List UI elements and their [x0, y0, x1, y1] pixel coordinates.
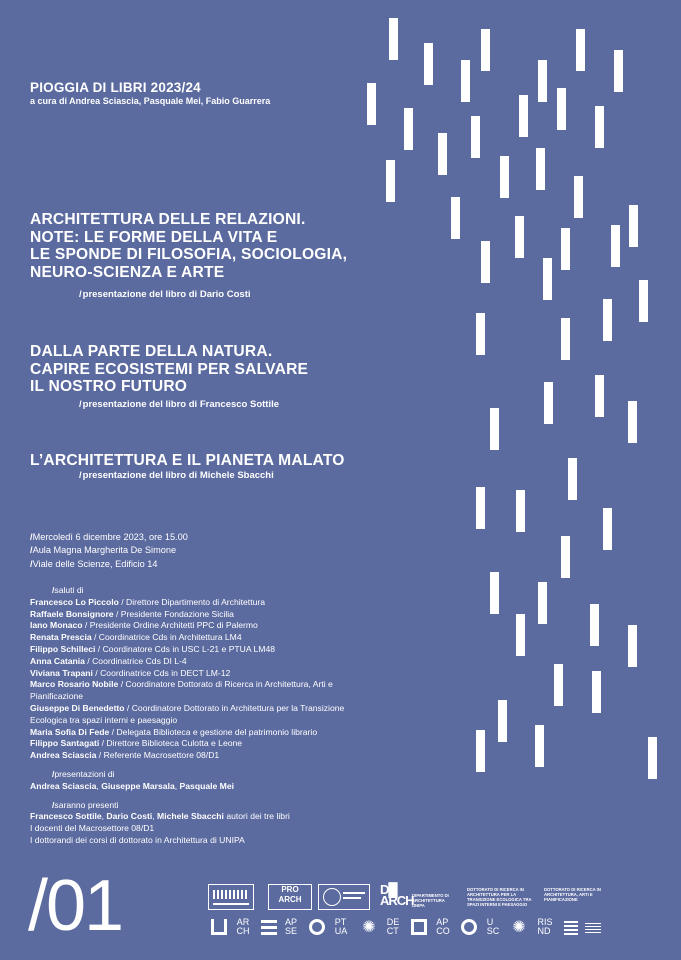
rain-bar — [561, 318, 570, 360]
rain-bar — [561, 536, 570, 578]
greetings-label: /saluti di — [52, 585, 84, 595]
greeting-person: Filippo Santagati / Direttore Biblioteca Culotta e Leone — [30, 738, 243, 749]
rain-bar — [648, 737, 657, 779]
presenters-line: Andrea Sciascia, Giuseppe Marsala, Pasquale Mei — [30, 780, 234, 791]
rain-bar — [438, 133, 447, 175]
rain-bar — [595, 106, 604, 148]
program-logos-row — [208, 916, 648, 942]
rain-bar — [628, 625, 637, 667]
phd-students-line: I dottorandi dei corsi di dottorato in Architettura di UNIPA — [30, 834, 245, 845]
rain-bar — [500, 156, 509, 198]
greeting-person: Giuseppe Di Benedetto / Coordinatore Dottorato in Architettura per la Transizione Ecologica tra spazi interni e paesaggio — [30, 702, 345, 725]
greeting-person: Anna Catania / Coordinatrice Cds DI L-4 — [30, 655, 187, 666]
rain-bar — [498, 700, 507, 742]
apco-mark-icon: AP CO — [436, 917, 450, 936]
greeting-person: Raffaele Bonsignore / Presidente Fondazione Sicilia — [30, 608, 234, 619]
small-logo-icon — [560, 916, 582, 938]
rain-bar — [543, 258, 552, 300]
rain-bar — [576, 29, 585, 71]
presentations-label: /presentazioni di — [52, 768, 115, 779]
greeting-person: Andrea Sciascia / Referente Macrosettore 08/D1 — [30, 750, 220, 761]
rain-bar — [451, 197, 460, 239]
sun-mark-icon: ✺ — [362, 919, 376, 936]
rain-bar — [639, 280, 648, 322]
rain-bar — [538, 582, 547, 624]
rain-bar — [481, 241, 490, 283]
greeting-person: Maria Sofia Di Fede / Delegata Biblioteca e gestione del patrimonio librario — [30, 726, 318, 737]
grid-mark-icon — [258, 916, 280, 938]
greeting-person: Marco Rosario Nobile / Coordinatore Dottorato di Ricerca in Architettura, Arti e Pianificazione — [30, 679, 333, 702]
phd-arti-label: DOTTORATO DI RICERCA IN ARCHITETTURA, ARTI E PIANIFICAZIONE — [544, 887, 601, 902]
rain-bar — [544, 382, 553, 424]
issue-number: /01 — [28, 866, 123, 946]
arch-mark-icon: AR CH — [236, 917, 250, 936]
book-subtitle-3: /presentazione del libro di Michele Sbacchi — [79, 470, 274, 481]
rain-bar — [490, 408, 499, 450]
darch-logo: D█ ARCH — [380, 882, 414, 908]
authors-line: Francesco Sottile, Dario Costi, Michele Sbacchi autori dei tre libri — [30, 811, 290, 822]
flower-mark-icon: ✺ — [512, 919, 526, 936]
rain-bar — [592, 671, 601, 713]
rain-bar — [603, 508, 612, 550]
greetings-list — [30, 597, 370, 762]
rain-bar — [404, 108, 413, 150]
rain-bar — [461, 60, 470, 102]
rain-bar — [476, 313, 485, 355]
speakers-block — [30, 585, 370, 847]
event-date: /Mercoledì 6 dicembre 2023, ore 15.00 — [30, 532, 188, 542]
rain-bar — [476, 487, 485, 529]
rain-bar — [614, 50, 623, 92]
pro-arch-logo: PRO ARCH — [268, 884, 312, 910]
rain-bar — [516, 490, 525, 532]
greeting-person: Filippo Schilleci / Coordinatore Cds in USC L-21 e PTUA LM48 — [30, 643, 276, 654]
rain-bar — [481, 29, 490, 71]
small-text-logo-icon — [582, 916, 604, 938]
faculty-line: I docenti del Macrosettore 08/D1 — [30, 823, 155, 834]
ptua-mark-icon: PT UA — [334, 917, 348, 936]
rain-bar — [367, 83, 376, 125]
greeting-person: Francesco Lo Piccolo / Direttore Dipartimento di Architettura — [30, 596, 266, 607]
event-venue: /Aula Magna Margherita De Simone — [30, 545, 177, 556]
rain-bar — [536, 148, 545, 190]
usc-mark-icon: U SC — [486, 917, 500, 936]
rain-bar — [590, 604, 599, 646]
rain-bar — [476, 730, 485, 772]
event-details — [30, 531, 188, 571]
greeting-person: Renata Prescia / Coordinatrice Cds in Architettura LM4 — [30, 632, 242, 643]
phd-transizione-label: DOTTORATO DI RICERCA IN ARCHITETTURA PER LA TRANSIZIONE ECOLOGICA TRA SPAZI INTERNI E PAESAGGIO — [467, 887, 532, 907]
rain-bar — [603, 299, 612, 341]
risnd-mark-icon: RIS ND — [537, 917, 553, 936]
rain-bar — [568, 458, 577, 500]
present-label: /saranno presenti — [52, 799, 119, 810]
rain-bar — [538, 60, 547, 102]
circle-mark-icon — [306, 916, 328, 938]
rain-bar — [519, 95, 528, 137]
rain-bar — [515, 216, 524, 258]
rain-bar — [595, 375, 604, 417]
greeting-person: Iano Monaco / Presidente Ordine Architetti PPC di Palermo — [30, 620, 258, 631]
rain-bar — [554, 664, 563, 706]
curators-line: a cura di Andrea Sciascia, Pasquale Mei, Fabio Guarrera — [30, 96, 271, 106]
book-title-2: DALLA PARTE DELLA NATURA. CAPIRE ECOSISTEMI PER SALVARE IL NOSTRO FUTURO — [30, 343, 309, 396]
rain-bar — [557, 88, 566, 130]
rain-bar — [490, 572, 499, 614]
rain-bar — [386, 160, 395, 202]
greeting-person: Viviana Trapani / Coordinatrice Cds in DECT LM-12 — [30, 667, 231, 678]
rain-bar — [628, 401, 637, 443]
university-building-logo — [208, 884, 254, 910]
book-title-3: L’ARCHITETTURA E IL PIANETA MALATO — [30, 452, 345, 469]
university-seal-logo — [318, 884, 370, 910]
book-subtitle-2: /presentazione del libro di Francesco Sottile — [79, 399, 280, 410]
rain-bar — [516, 614, 525, 656]
ring-mark-icon — [458, 916, 480, 938]
rain-bar — [574, 176, 583, 218]
event-series-title: PIOGGIA DI LIBRI 2023/24 — [30, 80, 201, 95]
rain-bar — [629, 205, 638, 247]
dect-mark-icon: DE CT — [386, 917, 400, 936]
rain-bar — [389, 18, 398, 60]
book-subtitle-1: /presentazione del libro di Dario Costi — [79, 289, 251, 300]
dipartimento-label: DIPARTIMENTO DI ARCHITETTURA UNIPA — [412, 893, 449, 908]
rain-bar — [561, 228, 570, 270]
rain-bar — [471, 116, 480, 158]
rain-bar — [535, 725, 544, 767]
event-address: /Viale delle Scienze, Edificio 14 — [30, 558, 158, 569]
book-title-1: ARCHITETTURA DELLE RELAZIONI. NOTE: LE FORME DELLA VITA E LE SPONDE DI FILOSOFIA, SOCIOLOGIA, NEURO-SCIENZA E ARTE — [30, 211, 348, 281]
rain-bar — [611, 225, 620, 267]
rain-bar — [424, 43, 433, 85]
apse-mark-icon: AP SE — [284, 917, 297, 936]
box-mark-icon — [408, 916, 430, 938]
square-frame-icon — [208, 916, 230, 938]
